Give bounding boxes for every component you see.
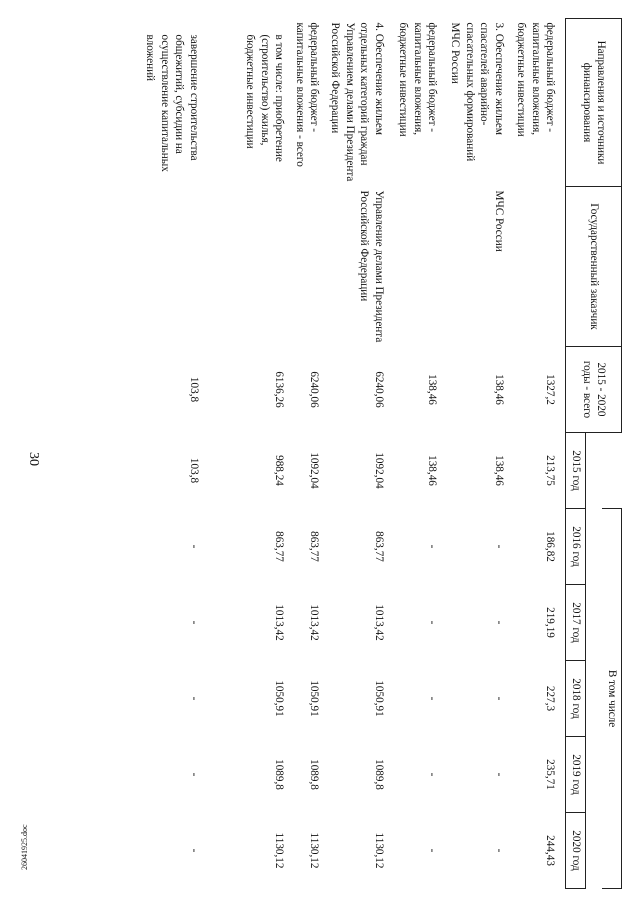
row-customer: Управление делами Президента Российской Федерации [358,190,385,343]
row-label: федеральный бюджет - капитальные вложения, бюджетные инвестиции [397,22,439,137]
row-customer [140,187,240,347]
row-value: - [492,848,505,853]
row-total: 138,46 [492,374,505,405]
row-value: 1092,04 [372,452,385,489]
row-value: 186,82 [544,531,557,562]
row-value: 235,71 [544,759,557,790]
table-row [290,19,325,889]
row-value: 863,77 [308,531,321,562]
row-value: - [492,696,505,701]
table-row [241,19,291,889]
row-total: 138,46 [426,374,439,405]
row-total: 1327,2 [544,374,557,405]
row-value: 227,3 [544,685,557,712]
header-including: В том числе [602,509,621,889]
row-value: 863,77 [273,531,286,562]
row-value: 103,8 [187,457,200,484]
row-label: в том числе: приобретение (строительство) жилья, бюджетные инвестиции [244,34,286,162]
row-value: - [492,544,505,549]
header-year: 2017 год [566,585,586,661]
row-total: 6136,26 [273,371,286,408]
table-body [140,19,565,889]
row-value: 1092,04 [308,452,321,489]
row-value: 138,46 [492,455,505,486]
row-value: 988,24 [273,455,286,486]
header-customer: Государственный заказчик [566,187,622,347]
row-value: - [492,620,505,625]
row-value: - [492,772,505,777]
row-value: - [187,696,200,701]
row-value: 1013,42 [308,604,321,641]
row-value: 1050,91 [372,680,385,717]
row-customer [394,187,446,347]
row-value: 219,19 [544,607,557,638]
row-value: 1130,12 [372,832,385,869]
row-value: - [426,544,439,549]
row-value: 244,43 [544,835,557,866]
row-value: - [187,544,200,549]
row-total: 103,8 [187,376,200,403]
row-value: 1013,42 [273,604,286,641]
row-label: 3. Обеспечение жильем спасателей аварийно-спасательных формирований МЧС России [449,22,505,162]
table-row [394,19,446,889]
row-value: 213,75 [544,455,557,486]
row-value: 1013,42 [372,604,385,641]
row-label: федеральный бюджет - капитальные вложения, бюджетные инвестиции [515,22,557,137]
header-year: 2015 год [566,433,586,509]
row-label: завершение строительства общежитий, субсидии на осуществление капитальных вложений [144,34,200,172]
row-customer [241,187,291,347]
header-total: 2015 - 2020 годы - всего [566,347,622,433]
row-value: 138,46 [426,455,439,486]
row-value: - [187,848,200,853]
row-value: - [426,848,439,853]
table-row [326,19,394,889]
row-value: - [187,772,200,777]
document-id: 26041925.doc [20,824,29,870]
row-value: 1089,8 [273,759,286,790]
row-value: - [187,620,200,625]
row-total: 6240,06 [308,371,321,408]
row-value: - [426,772,439,777]
row-value: 1050,91 [308,680,321,717]
row-value: 1089,8 [308,759,321,790]
row-total: 6240,06 [372,371,385,408]
header-direction: Направления и источники финансирования [566,19,622,187]
row-value: 1050,91 [273,680,286,717]
row-customer [512,187,566,347]
header-year: 2016 год [566,509,586,585]
header-year: 2018 год [566,661,586,737]
row-value: 1089,8 [372,759,385,790]
table-row [140,19,240,889]
page-number: 30 [26,452,41,466]
row-value: - [426,620,439,625]
row-value: 1130,12 [273,832,286,869]
header-year: 2020 год [566,813,586,889]
table-row [445,19,511,889]
row-customer [290,187,325,347]
header-year: 2019 год [566,737,586,813]
row-value: - [426,696,439,701]
row-label: 4. Обеспечение жильем отдельных категорий граждан Управлением делами Президента Российской Федерации [329,22,385,182]
table-row [512,19,566,889]
row-label: федеральный бюджет - капитальные вложения - всего [293,22,321,167]
rotated-table-container [57,18,622,888]
row-customer: МЧС России [492,190,505,252]
row-value: 1130,12 [308,832,321,869]
financing-table [140,18,622,889]
row-value: 863,77 [372,531,385,562]
